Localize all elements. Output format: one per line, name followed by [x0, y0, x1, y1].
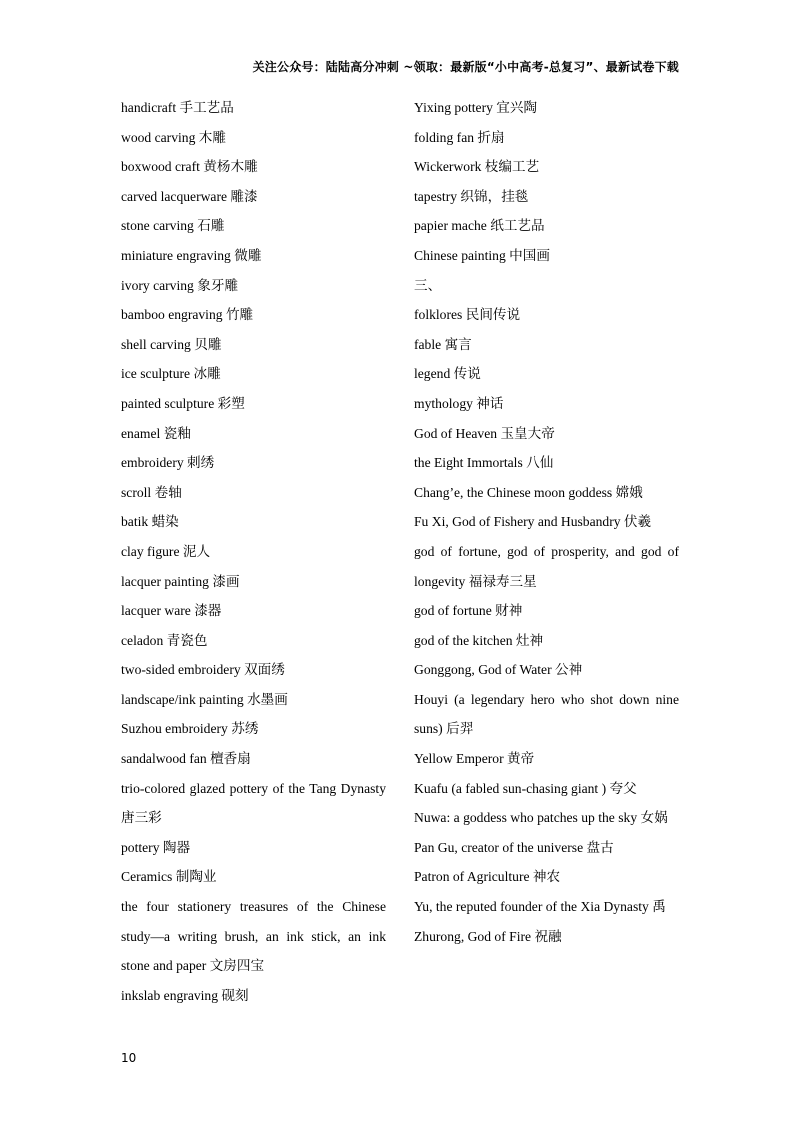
- glossary-entry: god of fortune, god of prosperity, and god of longevity 福禄寿三星: [414, 543, 679, 589]
- glossary-entry: god of fortune 财神: [414, 603, 523, 619]
- glossary-entry: wood carving 木雕: [121, 129, 226, 145]
- glossary-entry: Yellow Emperor 黄帝: [414, 751, 535, 767]
- glossary-entry: papier mache 纸工艺品: [414, 218, 545, 234]
- glossary-entry: embroidery 刺绣: [121, 455, 215, 471]
- glossary-entry: tapestry 织锦，挂毯: [414, 188, 529, 204]
- glossary-entry: carved lacquerware 雕漆: [121, 188, 258, 204]
- glossary-entry: scroll 卷轴: [121, 484, 182, 500]
- glossary-entry: Patron of Agriculture 神农: [414, 869, 561, 885]
- glossary-entry: fable 寓言: [414, 336, 472, 352]
- glossary-entry: handicraft 手工艺品: [121, 100, 234, 115]
- right-column: [414, 93, 679, 951]
- glossary-entry: God of Heaven 玉皇大帝: [414, 425, 555, 441]
- left-column: [121, 93, 386, 1010]
- glossary-entry: clay figure 泥人: [121, 543, 211, 559]
- glossary-entry: landscape/ink painting 水墨画: [121, 691, 288, 707]
- glossary-entry: sandalwood fan 檀香扇: [121, 751, 251, 767]
- glossary-entry: Chinese painting 中国画: [414, 247, 550, 263]
- glossary-entry: Yu, the reputed founder of the Xia Dynasty 禹: [414, 899, 666, 915]
- glossary-entry: Gonggong, God of Water 公神: [414, 662, 583, 678]
- glossary-entry: Zhurong, God of Fire 祝融: [414, 928, 562, 944]
- glossary-entry: Houyi (a legendary hero who shot down nine suns) 后羿: [414, 691, 679, 737]
- page-number: 10: [121, 1051, 137, 1065]
- glossary-entry: Wickerwork 枝编工艺: [414, 159, 540, 175]
- glossary-entry: Nuwa: a goddess who patches up the sky 女娲: [414, 810, 668, 826]
- glossary-entry: boxwood craft 黄杨木雕: [121, 159, 258, 175]
- glossary-entry: lacquer painting 漆画: [121, 573, 240, 589]
- glossary-entry: god of the kitchen 灶神: [414, 632, 544, 648]
- glossary-entry: painted sculpture 彩塑: [121, 395, 245, 411]
- glossary-entry: the Eight Immortals 八仙: [414, 455, 554, 471]
- glossary-entry: celadon 青瓷色: [121, 632, 208, 648]
- glossary-entry: folklores 民间传说: [414, 307, 521, 323]
- glossary-entry: Fu Xi, God of Fishery and Husbandry 伏羲: [414, 514, 652, 530]
- glossary-entry: lacquer ware 漆器: [121, 603, 222, 619]
- glossary-entry: mythology 神话: [414, 395, 504, 411]
- glossary-entry: legend 传说: [414, 366, 481, 382]
- glossary-entry: enamel 瓷釉: [121, 425, 191, 441]
- glossary-entry: inkslab engraving 砚刻: [121, 987, 249, 1003]
- glossary-entry: Pan Gu, creator of the universe 盘古: [414, 839, 614, 855]
- section-heading: 三、: [414, 277, 442, 293]
- glossary-entry: bamboo engraving 竹雕: [121, 307, 254, 323]
- glossary-entry: Chang’e, the Chinese moon goddess 嫦娥: [414, 484, 643, 500]
- glossary-entry: two-sided embroidery 双面绣: [121, 662, 285, 678]
- glossary-entry: pottery 陶器: [121, 839, 191, 855]
- glossary-entry: batik 蜡染: [121, 514, 179, 530]
- page-header: 关注公众号：陆陆高分冲刺 ~领取：最新版“小中高考-总复习”、最新试卷下载: [252, 60, 679, 74]
- glossary-entry: Ceramics 制陶业: [121, 869, 217, 885]
- glossary-entry: the four stationery treasures of the Chinese study—a writing brush, an ink stick, an ink stone and paper 文房四宝: [121, 899, 386, 974]
- glossary-entry: shell carving 贝雕: [121, 336, 222, 352]
- glossary-entry: trio-colored glazed pottery of the Tang Dynasty 唐三彩: [121, 780, 386, 826]
- glossary-entry: Kuafu (a fabled sun-chasing giant ) 夸父: [414, 780, 637, 796]
- glossary-entry: folding fan 折扇: [414, 129, 505, 145]
- glossary-entry: ice sculpture 冰雕: [121, 366, 221, 382]
- glossary-entry: Yixing pottery 宜兴陶: [414, 100, 538, 115]
- glossary-entry: Suzhou embroidery 苏绣: [121, 721, 259, 737]
- glossary-entry: ivory carving 象牙雕: [121, 277, 239, 293]
- glossary-entry: miniature engraving 微雕: [121, 247, 262, 263]
- glossary-entry: stone carving 石雕: [121, 218, 225, 234]
